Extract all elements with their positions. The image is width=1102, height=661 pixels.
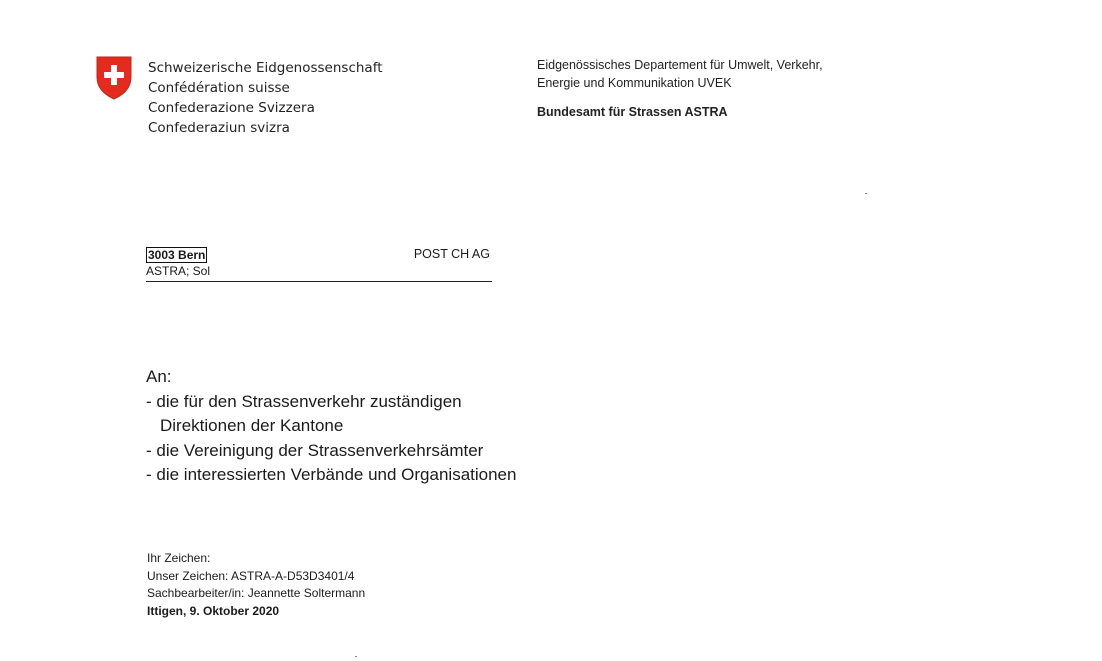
sender-abbreviation: ASTRA; Sol bbox=[146, 263, 492, 282]
confed-name-fr: Confédération suisse bbox=[148, 80, 290, 96]
sender-city: 3003 Bern bbox=[148, 248, 206, 262]
scan-speck bbox=[355, 656, 357, 657]
recipient-item-continuation: Direktionen der Kantone bbox=[160, 416, 344, 435]
your-reference: Ihr Zeichen: bbox=[147, 551, 211, 565]
agency-name: Bundesamt für Strassen ASTRA bbox=[537, 105, 728, 119]
confed-name-de: Schweizerische Eidgenossenschaft bbox=[148, 60, 383, 76]
department-block bbox=[537, 56, 823, 121]
recipient-block bbox=[146, 365, 516, 488]
reference-block bbox=[147, 550, 365, 620]
confed-name-rm: Confederaziun svizra bbox=[148, 120, 290, 136]
clerk-name: Sachbearbeiter/in: Jeannette Soltermann bbox=[147, 586, 366, 600]
recipient-heading: An: bbox=[146, 367, 172, 386]
postal-carrier: POST CH AG bbox=[413, 247, 490, 261]
recipient-item: - die Vereinigung der Strassenverkehrsämter bbox=[146, 440, 484, 460]
recipient-item: - die interessierten Verbände und Organisationen bbox=[146, 465, 517, 484]
department-line-1: Eidgenössisches Departement für Umwelt, Verkehr, bbox=[537, 58, 823, 72]
our-reference: Unser Zeichen: ASTRA-A-D53D3401/4 bbox=[147, 568, 355, 583]
department-line-2: Energie und Kommunikation UVEK bbox=[537, 76, 732, 90]
swiss-coat-of-arms-icon bbox=[95, 55, 133, 101]
confederation-names bbox=[148, 58, 383, 138]
sender-address bbox=[146, 246, 492, 282]
place-date: Ittigen, 9. Oktober 2020 bbox=[147, 603, 280, 618]
recipient-item: - die für den Strassenverkehr zuständigen bbox=[146, 391, 462, 411]
scan-speck bbox=[865, 193, 867, 194]
confed-name-it: Confederazione Svizzera bbox=[148, 100, 315, 116]
